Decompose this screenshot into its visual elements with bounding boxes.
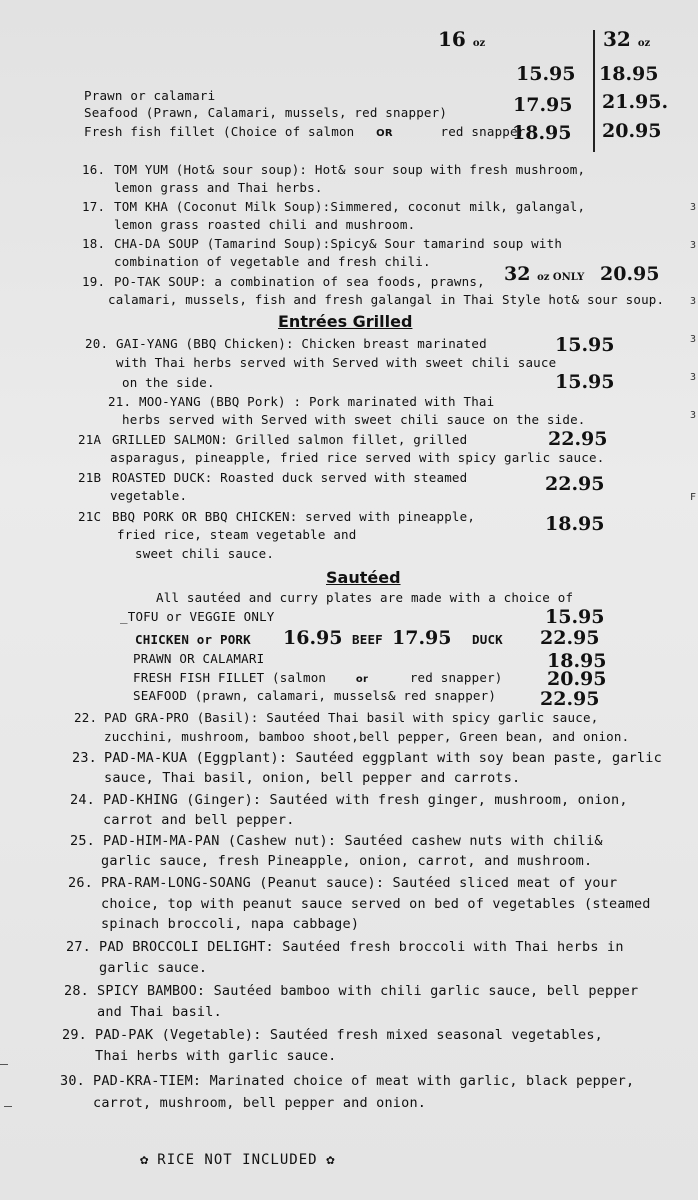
price-column-divider bbox=[593, 30, 595, 152]
menu-item-desc: asparagus, pineapple, fried rice served with spicy garlic sauce. bbox=[110, 450, 605, 465]
edge-tick bbox=[4, 1106, 12, 1107]
menu-item-price: 15.95 bbox=[555, 334, 615, 356]
menu-item-desc: BBQ PORK OR BBQ CHICKEN: served with pineapple, bbox=[112, 509, 476, 524]
menu-item-desc: PAD-PAK (Vegetable): Sautéed fresh mixed seasonal vegetables, bbox=[95, 1027, 603, 1043]
menu-item-desc: combination of vegetable and fresh chili. bbox=[114, 254, 431, 269]
menu-item-number: 26. bbox=[68, 875, 93, 891]
menu-item-desc: TOM KHA (Coconut Milk Soup):Simmered, coconut milk, galangal, bbox=[114, 199, 586, 214]
menu-item-desc: TOM YUM (Hot& sour soup): Hot& sour soup with fresh mushroom, bbox=[114, 162, 586, 177]
menu-item-number: 28. bbox=[64, 983, 89, 999]
menu-item-desc: PAD GRA-PRO (Basil): Sautéed Thai basil with spicy garlic sauce, bbox=[104, 710, 599, 725]
section-title-sauteed: Sautéed bbox=[326, 568, 401, 587]
soup-option-label: Prawn or calamari bbox=[84, 88, 216, 103]
menu-item-desc: choice, top with peanut sauce served on bed of vegetables (steamed bbox=[101, 896, 651, 912]
edge-mark: 3 bbox=[690, 372, 697, 383]
choice-price: 20.95 bbox=[547, 668, 607, 690]
menu-item-desc: PO-TAK SOUP: a combination of sea foods, prawns, bbox=[114, 274, 485, 289]
soup-option-price-small: 17.95 bbox=[513, 94, 573, 116]
choice-label: CHICKEN or PORK bbox=[135, 632, 251, 647]
menu-item-desc: Thai herbs with garlic sauce. bbox=[95, 1048, 337, 1064]
menu-item-number: 21C bbox=[78, 509, 102, 524]
choice-price: 22.95 bbox=[540, 627, 600, 649]
menu-item-desc: garlic sauce, fresh Pineapple, onion, carrot, and mushroom. bbox=[101, 853, 593, 869]
menu-item-desc: sauce, Thai basil, onion, bell pepper and carrots. bbox=[104, 770, 521, 786]
soup-option-price-large: 18.95 bbox=[599, 63, 659, 85]
menu-item-number: 18. bbox=[82, 236, 106, 251]
edge-mark: 3 bbox=[690, 334, 697, 345]
menu-item-price: 20.95 bbox=[600, 263, 660, 285]
menu-item-number: 21. bbox=[108, 394, 132, 409]
menu-item-desc: calamari, mussels, fish and fresh galangal in Thai Style hot& sour soup. bbox=[108, 292, 665, 307]
section-title-grilled: Entrées Grilled bbox=[278, 312, 413, 331]
choice-label: FRESH FISH FILLET (salmon or red snapper) bbox=[133, 670, 503, 685]
soup-option-label: Fresh fish fillet (Choice of salmon OR red snapper) bbox=[84, 124, 534, 139]
edge-tick bbox=[0, 1064, 8, 1065]
menu-item-desc: carrot and bell pepper. bbox=[103, 812, 295, 828]
menu-item-number: 20. bbox=[85, 336, 109, 351]
menu-item-number: 22. bbox=[74, 710, 98, 725]
choice-price: 15.95 bbox=[545, 606, 605, 628]
star-icon: ✿ bbox=[326, 1152, 335, 1168]
menu-item-desc: carrot, mushroom, bell pepper and onion. bbox=[93, 1095, 427, 1111]
menu-item-desc: PAD-MA-KUA (Eggplant): Sautéed eggplant with soy bean paste, garlic bbox=[104, 750, 662, 766]
menu-item-desc: PAD-KRA-TIEM: Marinated choice of meat with garlic, black pepper, bbox=[93, 1073, 635, 1089]
menu-item-desc: and Thai basil. bbox=[97, 1004, 222, 1020]
menu-item-desc: spinach broccoli, napa cabbage) bbox=[101, 916, 360, 932]
menu-item-desc: garlic sauce. bbox=[99, 960, 208, 976]
footer-note: ✿ RICE NOT INCLUDED ✿ bbox=[140, 1152, 335, 1168]
menu-item-desc: vegetable. bbox=[110, 488, 188, 503]
menu-item-number: 17. bbox=[82, 199, 106, 214]
soup-option-price-small: 15.95 bbox=[516, 63, 576, 85]
menu-item-desc: herbs served with Served with sweet chili sauce on the side. bbox=[122, 412, 586, 427]
menu-item-price: 22.95 bbox=[548, 428, 608, 450]
soup-option-price-small: 18.95 bbox=[512, 122, 572, 144]
menu-item-number: 27. bbox=[66, 939, 91, 955]
choice-price: 22.95 bbox=[540, 688, 600, 710]
edge-mark: 3 bbox=[690, 240, 697, 251]
menu-item-desc: lemon grass and Thai herbs. bbox=[114, 180, 323, 195]
choice-label: DUCK bbox=[472, 632, 503, 647]
edge-mark: 3 bbox=[690, 410, 697, 421]
menu-item-desc: zucchini, mushroom, bamboo shoot,bell pepper, Green bean, and onion. bbox=[104, 729, 630, 744]
menu-item-number: 19. bbox=[82, 274, 106, 289]
menu-item-desc: SPICY BAMBOO: Sautéed bamboo with chili garlic sauce, bell pepper bbox=[97, 983, 639, 999]
menu-item-desc: PAD BROCCOLI DELIGHT: Sautéed fresh broccoli with Thai herbs in bbox=[99, 939, 624, 955]
menu-item-desc: PAD-KHING (Ginger): Sautéed with fresh ginger, mushroom, onion, bbox=[103, 792, 628, 808]
menu-item-number: 25. bbox=[70, 833, 95, 849]
menu-item-desc: fried rice, steam vegetable and bbox=[117, 527, 357, 542]
menu-item-desc: lemon grass roasted chili and mushroom. bbox=[114, 217, 416, 232]
size-small-label: 16 oz bbox=[438, 27, 486, 51]
menu-item-number: 21A bbox=[78, 432, 102, 447]
menu-item-desc: sweet chili sauce. bbox=[135, 546, 275, 561]
sauteed-intro: All sautéed and curry plates are made with a choice of bbox=[156, 590, 574, 605]
choice-price: 17.95 bbox=[392, 627, 452, 649]
menu-item-number: 29. bbox=[62, 1027, 87, 1043]
menu-item-number: 16. bbox=[82, 162, 106, 177]
choice-label: BEEF bbox=[352, 632, 383, 647]
menu-item-desc: MOO-YANG (BBQ Pork) : Pork marinated with Thai bbox=[139, 394, 495, 409]
edge-mark: F bbox=[690, 492, 697, 503]
menu-item-desc: ROASTED DUCK: Roasted duck served with steamed bbox=[112, 470, 468, 485]
soup-option-price-large: 20.95 bbox=[602, 120, 662, 142]
menu-item-desc: GAI-YANG (BBQ Chicken): Chicken breast marinated bbox=[116, 336, 487, 351]
menu-item-number: 21B bbox=[78, 470, 102, 485]
menu-item-number: 23. bbox=[72, 750, 97, 766]
choice-label: SEAFOOD (prawn, calamari, mussels& red snapper) bbox=[133, 688, 497, 703]
menu-item-price: 15.95 bbox=[555, 371, 615, 393]
menu-item-desc: on the side. bbox=[122, 375, 215, 390]
menu-item-number: 30. bbox=[60, 1073, 85, 1089]
menu-item-desc: CHA-DA SOUP (Tamarind Soup):Spicy& Sour tamarind soup with bbox=[114, 236, 563, 251]
edge-mark: 3 bbox=[690, 202, 697, 213]
size-note: 32 oz ONLY bbox=[504, 263, 585, 285]
menu-item-desc: PRA-RAM-LONG-SOANG (Peanut sauce): Sautéed sliced meat of your bbox=[101, 875, 618, 891]
menu-item-number: 24. bbox=[70, 792, 95, 808]
menu-item-desc: PAD-HIM-MA-PAN (Cashew nut): Sautéed cashew nuts with chili& bbox=[103, 833, 603, 849]
menu-item-price: 22.95 bbox=[545, 473, 605, 495]
menu-item-desc: GRILLED SALMON: Grilled salmon fillet, grilled bbox=[112, 432, 468, 447]
star-icon: ✿ bbox=[140, 1152, 149, 1168]
soup-option-label: Seafood (Prawn, Calamari, mussels, red snapper) bbox=[84, 105, 448, 120]
menu-item-price: 18.95 bbox=[545, 513, 605, 535]
soup-option-price-large: 21.95. bbox=[602, 91, 669, 113]
choice-price: 16.95 bbox=[283, 627, 343, 649]
edge-mark: 3 bbox=[690, 296, 697, 307]
menu-item-desc: with Thai herbs served with Served with sweet chili sauce bbox=[116, 355, 557, 370]
choice-label: _TOFU or VEGGIE ONLY bbox=[120, 609, 275, 624]
choice-price: 18.95 bbox=[547, 650, 607, 672]
size-large-label: 32 oz bbox=[603, 27, 651, 51]
choice-label: PRAWN OR CALAMARI bbox=[133, 651, 265, 666]
